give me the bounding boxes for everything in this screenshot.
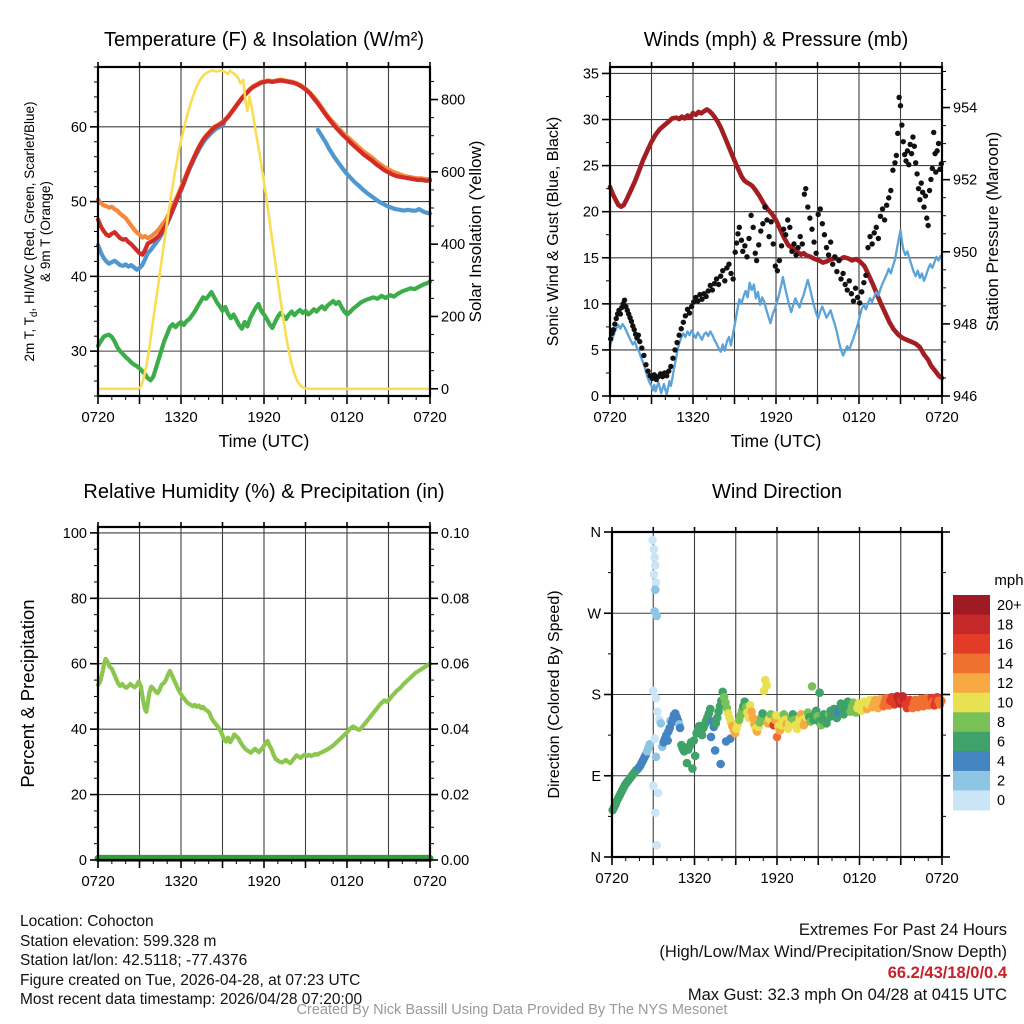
svg-text:0720: 0720: [925, 409, 959, 426]
svg-text:0: 0: [590, 389, 599, 405]
svg-text:16: 16: [997, 636, 1014, 653]
extremes-values: 66.2/43/18/0/0.4: [887, 964, 1007, 982]
svg-text:Wind Direction: Wind Direction: [711, 481, 843, 503]
svg-text:E: E: [591, 768, 601, 785]
temperature-insolation-chart: [0, 0, 512, 460]
svg-text:948: 948: [953, 316, 978, 333]
svg-text:35: 35: [582, 66, 599, 83]
svg-text:800: 800: [441, 92, 466, 109]
axis-labels: [546, 481, 959, 887]
svg-text:0720: 0720: [595, 870, 629, 887]
max-gust-line: Max Gust: 32.3 mph On 04/28 at 0415 UTC: [687, 985, 1007, 1004]
svg-text:20+: 20+: [997, 597, 1022, 614]
svg-text:60: 60: [70, 119, 87, 136]
wind-direction-chart: [512, 460, 1024, 905]
series-wind-chill-blue-pm: [318, 130, 430, 214]
svg-text:15: 15: [582, 250, 599, 267]
station-latlon: Station lat/lon: 42.5118; -77.4376: [20, 952, 248, 970]
svg-text:Direction (Colored By Speed): Direction (Colored By Speed): [546, 590, 563, 799]
svg-text:1320: 1320: [677, 870, 712, 887]
svg-text:20: 20: [582, 204, 599, 221]
svg-text:0: 0: [441, 381, 450, 398]
svg-text:1920: 1920: [247, 873, 281, 890]
svg-text:0120: 0120: [330, 873, 364, 890]
svg-text:5: 5: [590, 342, 599, 359]
svg-text:60: 60: [70, 656, 87, 673]
svg-text:40: 40: [70, 722, 87, 739]
svg-text:0.00: 0.00: [441, 853, 470, 869]
station-info: [20, 912, 362, 1010]
svg-text:8: 8: [997, 715, 1006, 732]
svg-text:10: 10: [582, 296, 599, 313]
svg-text:Sonic Wind & Gust (Blue, Black: Sonic Wind & Gust (Blue, Black): [545, 116, 562, 347]
winds-pressure-chart: [512, 0, 1024, 460]
svg-text:0.08: 0.08: [441, 591, 470, 608]
svg-text:1920: 1920: [760, 870, 794, 887]
svg-text:0720: 0720: [413, 409, 447, 426]
svg-text:0.10: 0.10: [441, 525, 470, 542]
svg-text:25: 25: [582, 158, 599, 175]
svg-text:0720: 0720: [925, 870, 959, 887]
svg-text:30: 30: [70, 344, 87, 361]
svg-text:30: 30: [582, 112, 599, 129]
svg-text:952: 952: [953, 172, 978, 189]
axis-labels: [545, 29, 1002, 451]
svg-text:100: 100: [62, 525, 87, 542]
svg-text:1320: 1320: [164, 409, 198, 426]
series-wind-chill-blue-am: [98, 124, 224, 270]
svg-text:Time (UTC): Time (UTC): [218, 431, 310, 451]
svg-text:1920: 1920: [759, 409, 793, 426]
svg-text:18: 18: [997, 617, 1014, 634]
svg-text:50: 50: [70, 194, 87, 211]
svg-text:946: 946: [953, 389, 978, 405]
svg-text:4: 4: [997, 754, 1006, 771]
credit-footer: Created By Nick Bassill Using Data Provided By The NYS Mesonet: [296, 1002, 728, 1018]
svg-text:Winds (mph) & Pressure (mb): Winds (mph) & Pressure (mb): [643, 29, 909, 51]
svg-text:20: 20: [70, 787, 87, 804]
humidity-precipitation-chart: [0, 460, 512, 905]
svg-text:N: N: [590, 850, 601, 866]
svg-text:200: 200: [441, 309, 466, 326]
svg-text:Solar Insolation (Yellow): Solar Insolation (Yellow): [466, 140, 485, 323]
svg-text:Time (UTC): Time (UTC): [730, 431, 822, 451]
speed-colorbar: [953, 572, 1024, 811]
extremes-subtitle: (High/Low/Max Wind/Precipitation/Snow Depth): [659, 942, 1007, 961]
svg-text:0720: 0720: [413, 873, 447, 890]
svg-text:0720: 0720: [81, 409, 115, 426]
svg-text:0.02: 0.02: [441, 787, 470, 804]
svg-text:14: 14: [997, 656, 1014, 673]
svg-text:10: 10: [997, 695, 1014, 712]
svg-text:40: 40: [70, 269, 87, 286]
svg-text:0.04: 0.04: [441, 722, 470, 739]
svg-text:2: 2: [997, 773, 1006, 790]
figure-created-timestamp: Figure created on Tue, 2026-04-28, at 07:23 UTC: [20, 971, 361, 989]
station-elevation: Station elevation: 599.328 m: [20, 932, 217, 950]
svg-text:0: 0: [997, 793, 1006, 810]
svg-text:2m T, Td, HI/WC (Red, Green, S: 2m T, $T_d$, HI/WC (Red, Green, Scarlet/Blue): [22, 101, 40, 362]
svg-text:400: 400: [441, 237, 466, 254]
recent-data-timestamp: Most recent data timestamp: 2026/04/28 07:20:00: [20, 991, 363, 1009]
gridlines: [610, 67, 942, 396]
svg-text:0120: 0120: [842, 409, 876, 426]
svg-text:0720: 0720: [593, 409, 627, 426]
svg-text:0120: 0120: [330, 409, 364, 426]
svg-text:12: 12: [997, 675, 1014, 692]
svg-text:950: 950: [953, 244, 978, 261]
svg-text:S: S: [591, 687, 601, 704]
gridlines: [98, 67, 430, 396]
extremes-title: Extremes For Past 24 Hours: [798, 921, 1007, 939]
svg-text:0: 0: [78, 853, 87, 869]
svg-text:Relative Humidity (%) & Precip: Relative Humidity (%) & Precipitation (in): [83, 481, 445, 503]
station-location: Location: Cohocton: [20, 913, 154, 930]
svg-text:Temperature (F) & Insolation (: Temperature (F) & Insolation (W/m²): [103, 29, 425, 51]
svg-text:N: N: [590, 525, 601, 541]
svg-text:600: 600: [441, 164, 466, 181]
svg-text:Percent & Precipitation: Percent & Precipitation: [17, 599, 38, 788]
svg-text:1320: 1320: [676, 409, 710, 426]
svg-text:954: 954: [953, 100, 978, 117]
svg-text:1920: 1920: [247, 409, 281, 426]
extremes-summary: [659, 920, 1007, 1006]
svg-text:W: W: [587, 606, 601, 623]
svg-text:0720: 0720: [81, 873, 115, 890]
svg-text:mph: mph: [994, 572, 1024, 589]
svg-text:& 9m T (Orange): & 9m T (Orange): [38, 181, 53, 282]
svg-text:0.06: 0.06: [441, 656, 470, 673]
svg-text:0120: 0120: [842, 870, 877, 887]
svg-text:1320: 1320: [164, 873, 198, 890]
svg-text:Station Pressure (Maroon): Station Pressure (Maroon): [983, 131, 1002, 332]
svg-text:80: 80: [70, 591, 87, 608]
svg-text:6: 6: [997, 734, 1006, 751]
